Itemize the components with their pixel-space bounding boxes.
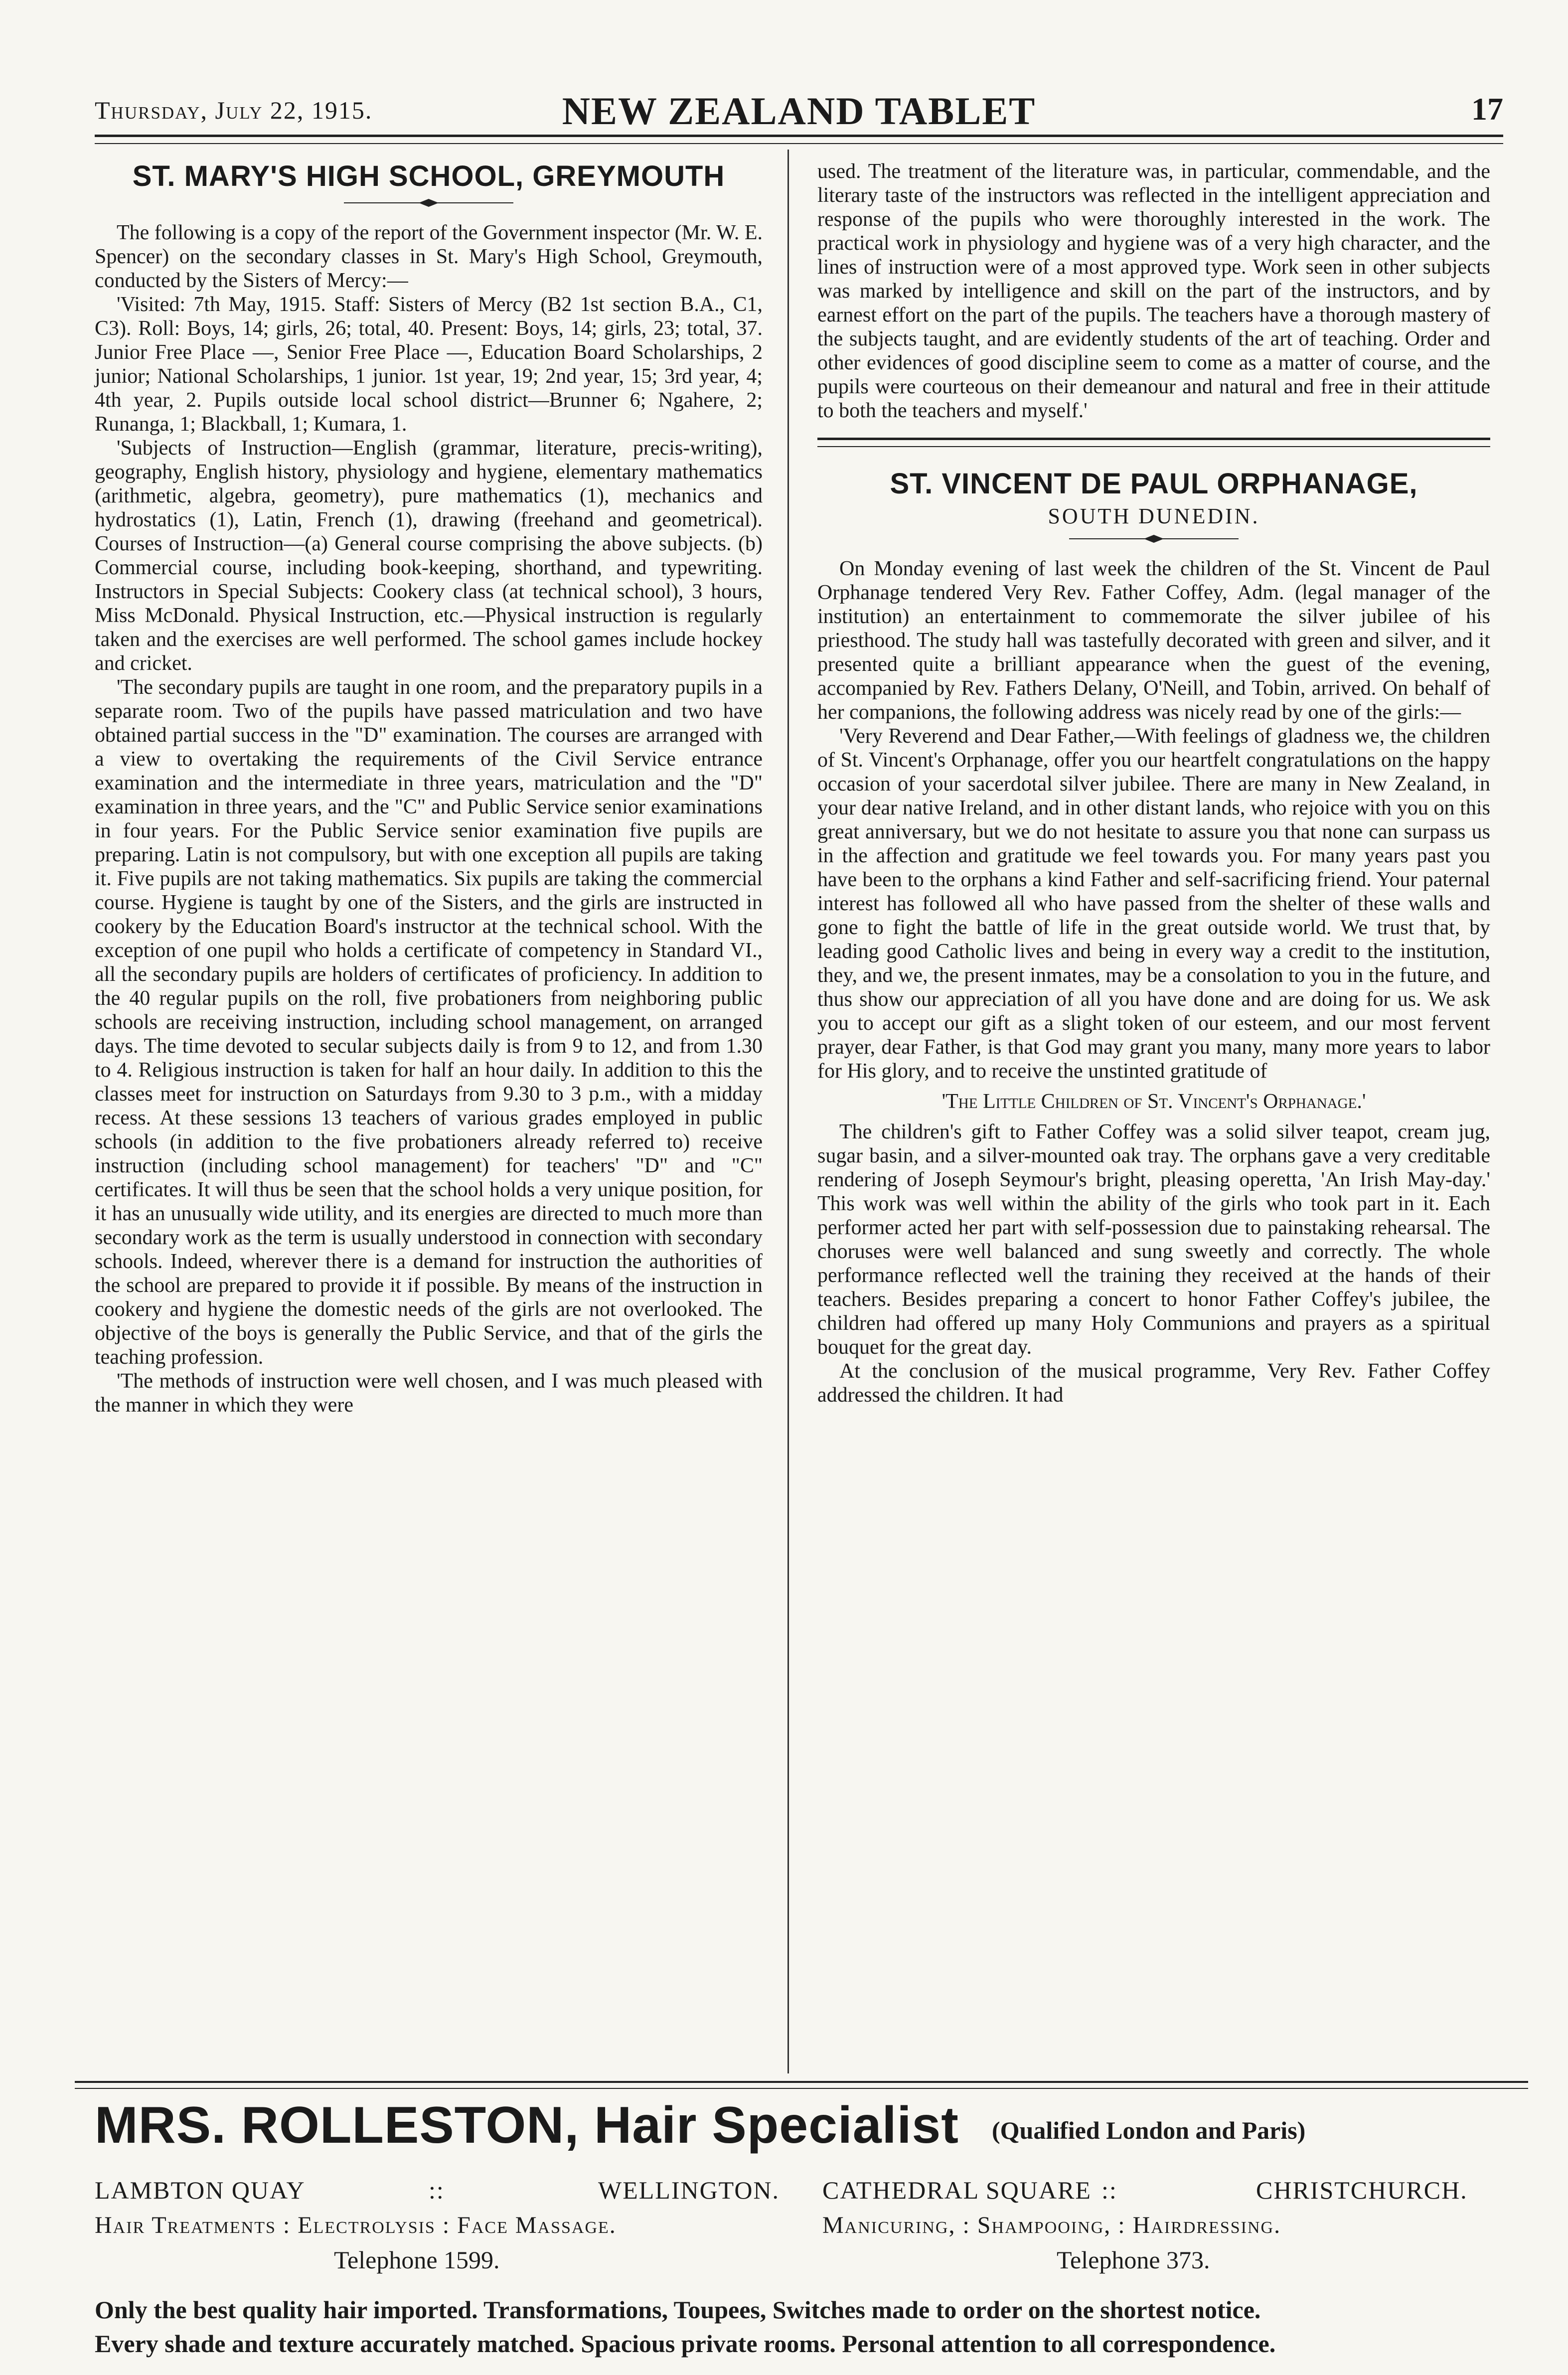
- christchurch-street: CATHEDRAL SQUARE: [822, 2176, 1092, 2204]
- article-heading-st-marys: ST. MARY'S HIGH SCHOOL, GREYMOUTH: [132, 160, 725, 192]
- address-paragraph: 'Very Reverend and Dear Father,—With feelings of gladness we, the children of St. Vincent's Orphanage, offer you our heartfelt congratulations on the happy occasion of your sacerdotal silver jubilee. There are many in New Zealand, in your dear native Ireland, and in other distant lands, who rejoice with you on this great anniversary, but we do not hesitate to assure you that none can surpass us in the affection and gratitude we feel towards you. For many years past you have been to the orphans a kind Father and self-sacrificing friend. Your paternal interest has followed all who have passed from the shelter of these walls and gone to fight the battle of life in the great outside world. We trust that, by leading good Catholic lives and being in every way a credit to the institution, they, and we, the present inmates, may be a consolation to you in the future, and thus show our appreciation of all you have done and are doing for us. We ask you to accept our gift as a slight token of our esteem, and our most fervent prayer, dear Father, is that God may grant you many, many more years to labor for His glory, and to receive the unstinted gratitude of: [817, 725, 1490, 1083]
- ad-qualification: (Qualified London and Paris): [992, 2116, 1306, 2144]
- section-rule: [817, 438, 1490, 447]
- wellington-city: WELLINGTON.: [598, 2176, 780, 2204]
- wellington-separator: ::: [429, 2176, 445, 2204]
- ornament-divider-icon: [1069, 534, 1239, 544]
- article-paragraph: 'The methods of instruction were well chosen, and I was much pleased with the manner in which they were: [95, 1370, 763, 1417]
- address-signature: 'The Little Children of St. Vincent's Orphanage.': [941, 1090, 1366, 1113]
- ad-slogan-line-2: Every shade and texture accurately matched. Spacious private rooms. Personal attention to all correspondence.: [95, 2330, 1276, 2358]
- wellington-street: LAMBTON QUAY: [95, 2176, 306, 2204]
- christchurch-services: Manicuring, : Shampooing, : Hairdressing.: [822, 2212, 1281, 2238]
- advertisement-rule: [75, 2081, 1528, 2089]
- article-heading-orphanage: ST. VINCENT DE PAUL ORPHANAGE,: [890, 468, 1418, 500]
- article-paragraph: 'Visited: 7th May, 1915. Staff: Sisters of Mercy (B2 1st section B.A., C1, C3). Roll: Boys, 14; girls, 26; total, 40. Present: Boys, 14; girls, 23; total, 37. Junior Free Place —, Senior Free Place —, Education Board Scholarships, 2 junior; National Scholarships, 1 junior. 1st year, 19; 2nd year, 15; 3rd year, 4; 4th year, 2. Pupils outside local school district—Brunner 6; Ngahere, 2; Runanga, 1; Blackball, 1; Kumara, 1.: [95, 293, 763, 436]
- christchurch-city: CHRISTCHURCH.: [1256, 2176, 1468, 2204]
- ad-title: MRS. ROLLESTON, Hair Specialist: [95, 2096, 959, 2154]
- christchurch-phone: Telephone 373.: [1057, 2246, 1210, 2274]
- left-column: [95, 159, 763, 1417]
- article-continuation: used. The treatment of the literature was, in particular, commendable, and the literary taste of the instructors was reflected in the intelligent appreciation and response of the pupils who were thoroughly interested in the work. The practical work in physiology and hygiene was of a very high character, and the lines of instruction were of a most approved type. Work seen in other subjects was marked by intelligence and skill on the part of the instructors, and by earnest effort on the part of the pupils. The teachers have a thorough mastery of the subjects taught, and are evidently students of the art of teaching. Order and other evidences of good discipline seem to come as a matter of course, and the pupils were courteous on their demeanour and natural and free in their attitude to both the teachers and myself.': [817, 160, 1490, 422]
- article-paragraph: 'Subjects of Instruction—English (grammar, literature, precis-writing), geography, English history, physiology and hygiene, elementary mathematics (arithmetic, algebra, geometry), pure mathematics (1), mechanics and hydrostatics (1), Latin, French (1), drawing (freehand and geometrical). Courses of Instruction—(a) General course comprising the above subjects. (b) Commercial course, including book-keeping, shorthand, and typewriting. Instructors in Special Subjects: Cookery class (at technical school), 3 hours, Miss McDonald. Physical Instruction, etc.—Physical instruction is regularly taken and the exercises are well performed. The school games include hockey and cricket.: [95, 437, 763, 675]
- issue-date: Thursday, July 22, 1915.: [95, 96, 373, 124]
- christchurch-separator: ::: [1101, 2176, 1117, 2204]
- wellington-services: Hair Treatments : Electrolysis : Face Massage.: [95, 2212, 617, 2238]
- wellington-phone: Telephone 1599.: [334, 2246, 500, 2274]
- article-subheading: SOUTH DUNEDIN.: [1048, 504, 1260, 528]
- ad-slogan-line-1: Only the best quality hair imported. Transformations, Toupees, Switches made to order on the shortest notice.: [95, 2296, 1261, 2324]
- publication-title: NEW ZEALAND TABLET: [562, 89, 1036, 133]
- ornament-divider-icon: [344, 198, 513, 208]
- page-number: 17: [1471, 91, 1503, 127]
- page-header: [95, 89, 1503, 133]
- article-paragraph: At the conclusion of the musical programme, Very Rev. Father Coffey addressed the children. It had: [817, 1360, 1490, 1407]
- article-paragraph: 'The secondary pupils are taught in one room, and the preparatory pupils in a separate room. Two of the pupils have passed matriculation and two have obtained partial success in the "D" examination. The courses are arranged with a view to overtaking the requirements of the Civil Service entrance examination and the intermediate in three years, matriculation and the "D" examination in three years, and the "C" and Public Service senior examinations in four years. For the Public Service senior examination five pupils are preparing. Latin is not compulsory, but with one exception all pupils are taking it. Five pupils are not taking mathematics. Six pupils are taking the commercial course. Hygiene is taught by one of the Sisters, and the girls are instructed in cookery by the Education Board's instructor at the technical school. With the exception of one pupil who holds a certificate of competency in Standard VI., all the secondary pupils are holders of certificates of proficiency. In addition to the 40 regular pupils on the roll, five probationers from neighboring public schools are receiving instruction, including school management, on arranged days. The time devoted to secular subjects daily is from 9 to 12, and from 1.30 to 4. Religious instruction is taken for half an hour daily. In addition to this the classes meet for instruction on Saturdays from 9.30 to 3 p.m., with a midday recess. At these sessions 13 teachers of various grades employed in public schools (in addition to the five probationers already referred to) receive instruction (including school management) for teachers' "D" and "C" certificates. It will thus be seen that the school holds a very unique position, for it has an unusually wide utility, and its energies are directed to much more than secondary work as the term is usually understood in connection with secondary schools. Indeed, wherever there is a demand for instruction the authorities of the school are prepared to provide it if possible. By means of the instruction in cookery and hygiene the domestic needs of the girls are not overlooked. The objective of the boys is generally the Public Service, and that of the girls the teaching profession.: [95, 676, 763, 1369]
- header-rule: [95, 135, 1503, 144]
- article-paragraph: The children's gift to Father Coffey was a solid silver teapot, cream jug, sugar basin, and a silver-mounted oak tray. The orphans gave a very creditable rendering of Joseph Seymour's bright, pleasing operetta, 'An Irish May-day.' This work was well within the ability of the girls who took part in it. Each performer acted her part with self-possession due to painstaking rehearsal. The choruses were well balanced and sung sweetly and correctly. The whole performance reflected well the training they received at the hands of their teachers. Besides preparing a concert to honor Father Coffey's jubilee, the children had offered up many Holy Communions and prayers as a spiritual bouquet for the great day.: [817, 1120, 1490, 1359]
- article-paragraph: The following is a copy of the report of the Government inspector (Mr. W. E. Spencer) on the secondary classes in St. Mary's High School, Greymouth, conducted by the Sisters of Mercy:—: [95, 221, 763, 292]
- right-column: [817, 159, 1490, 1407]
- advertisement: [95, 2096, 1518, 2365]
- article-paragraph: On Monday evening of last week the children of the St. Vincent de Paul Orphanage tendered Very Rev. Father Coffey, Adm. (legal manager of the institution) an entertainment to commemorate the silver jubilee of his priesthood. The study hall was tastefully decorated with green and silver, and it presented quite a brilliant appearance when the guest of the evening, accompanied by Rev. Fathers Delany, O'Neill, and Tobin, arrived. On behalf of her companions, the following address was nicely read by one of the girls:—: [817, 557, 1490, 724]
- column-divider: [787, 150, 789, 2073]
